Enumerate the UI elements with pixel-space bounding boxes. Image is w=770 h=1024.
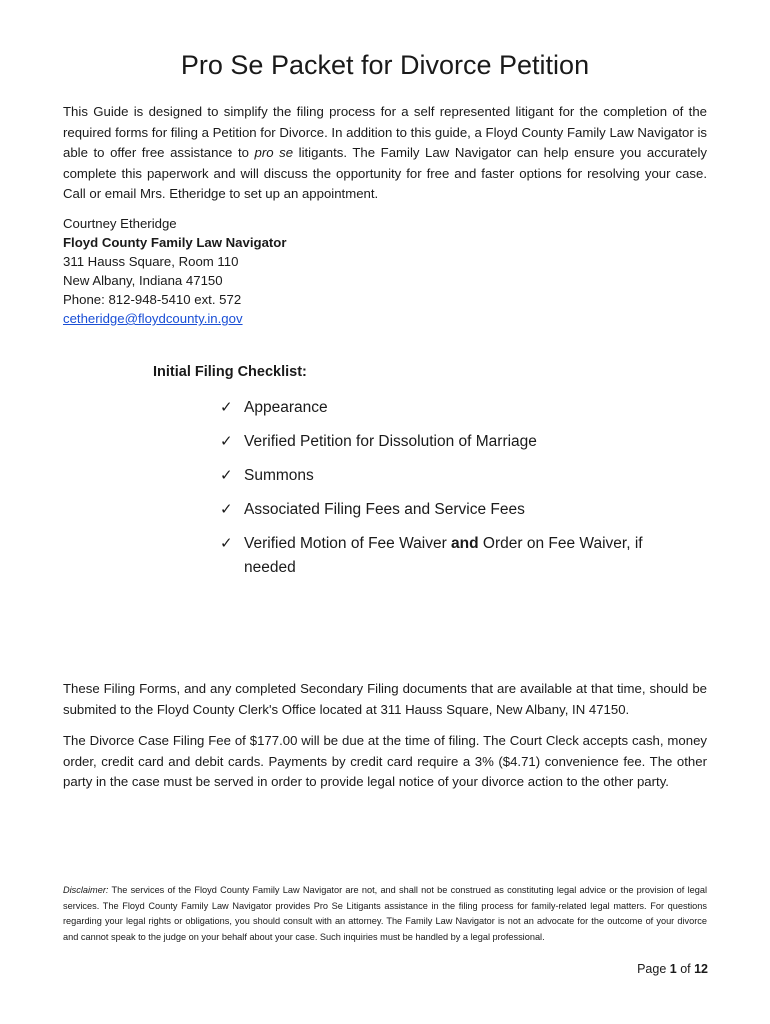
disclaimer-text: The services of the Floyd County Family Law Navigator are not, and shall not be construed as constituting legal advice or the provision of legal services. The Floyd County Family Law Navigator provides Pro Se Litigants assistance in the filing process for family-related legal matters. For questions regarding your legal rights or obligations, you should consult with an attorney. The Family Law Navigator is not an advocate for the outcome of your divorce and cannot speak to the judge on your behalf about your case. Such inquiries must be handled by a legal professional.: [63, 885, 707, 942]
checklist-item: [220, 430, 680, 454]
checkmark-icon: ✓: [220, 501, 233, 518]
intro-emphasis: pro se: [254, 145, 294, 160]
contact-name: Courtney Etheridge: [63, 216, 177, 231]
intro-paragraph: [63, 102, 707, 205]
page-number: [637, 962, 708, 976]
contact-block: [63, 214, 463, 328]
checkmark-icon: ✓: [220, 467, 233, 484]
contact-phone: Phone: 812-948-5410 ext. 572: [63, 292, 242, 307]
page-prefix: Page: [637, 962, 670, 976]
checklist-item-label: Associated Filing Fees and Service Fees: [244, 501, 525, 518]
checklist-item-label: Verified Petition for Dissolution of Marriage: [244, 433, 537, 450]
page-current: 1: [669, 962, 677, 976]
page-title: Pro Se Packet for Divorce Petition: [180, 50, 590, 80]
intro-text-1: This Guide is designed to simplify the filing process for a self represented litigant for the completion of the required forms for filing a Petition for Divorce. In addition to this guide, a Floyd County Family Law Navigator is able to offer free assistance to: [63, 104, 707, 160]
contact-email-link[interactable]: cetheridge@floydcounty.in.gov: [63, 311, 243, 326]
checklist-item: [220, 532, 680, 580]
checklist-item-label-part: Verified Motion of Fee Waiver: [244, 535, 452, 552]
disclaimer: [63, 883, 707, 945]
checklist-item: [220, 498, 680, 522]
checklist: [220, 396, 680, 590]
checklist-heading: Initial Filing Checklist:: [153, 364, 307, 380]
page-of: of: [676, 962, 695, 976]
checkmark-icon: ✓: [220, 433, 233, 450]
contact-address-line-1: 311 Hauss Square, Room 110: [63, 254, 239, 269]
checkmark-icon: ✓: [220, 399, 233, 416]
checklist-item-label: Summons: [244, 467, 314, 484]
checklist-item-label: [244, 535, 643, 576]
intro-text-2: litigants. The Family Law Navigator can help ensure you accurately complete this paperwork and will discuss the opportunity for free and faster options for resolving your case. Call or email Mrs. Etheridge to set up an appointment.: [63, 145, 707, 201]
page-total: 12: [694, 962, 708, 976]
contact-address-line-2: New Albany, Indiana 47150: [63, 273, 223, 288]
contact-title: Floyd County Family Law Navigator: [63, 235, 287, 250]
submission-paragraph: These Filing Forms, and any completed Secondary Filing documents that are available at that time, should be submited to the Floyd County Clerk's Office located at 311 Hauss Square, New Albany, IN 47150.: [63, 681, 707, 717]
filing-fee-paragraph: The Divorce Case Filing Fee of $177.00 will be due at the time of filing. The Court Cleck accepts cash, money order, credit card and debit cards. Payments by credit card require a 3% ($4.71) convenience fee. The other party in the case must be served in order to provide legal notice of your divorce action to the other party.: [63, 733, 707, 789]
checklist-item: [220, 396, 680, 420]
checklist-item-label: Appearance: [244, 399, 328, 416]
checklist-item: [220, 464, 680, 488]
checklist-item-label-bold: and: [451, 535, 479, 552]
checklist-item-label-part: Order on Fee Waiver, if needed: [244, 535, 643, 576]
disclaimer-label: Disclaimer:: [63, 885, 109, 895]
checkmark-icon: ✓: [220, 535, 233, 552]
